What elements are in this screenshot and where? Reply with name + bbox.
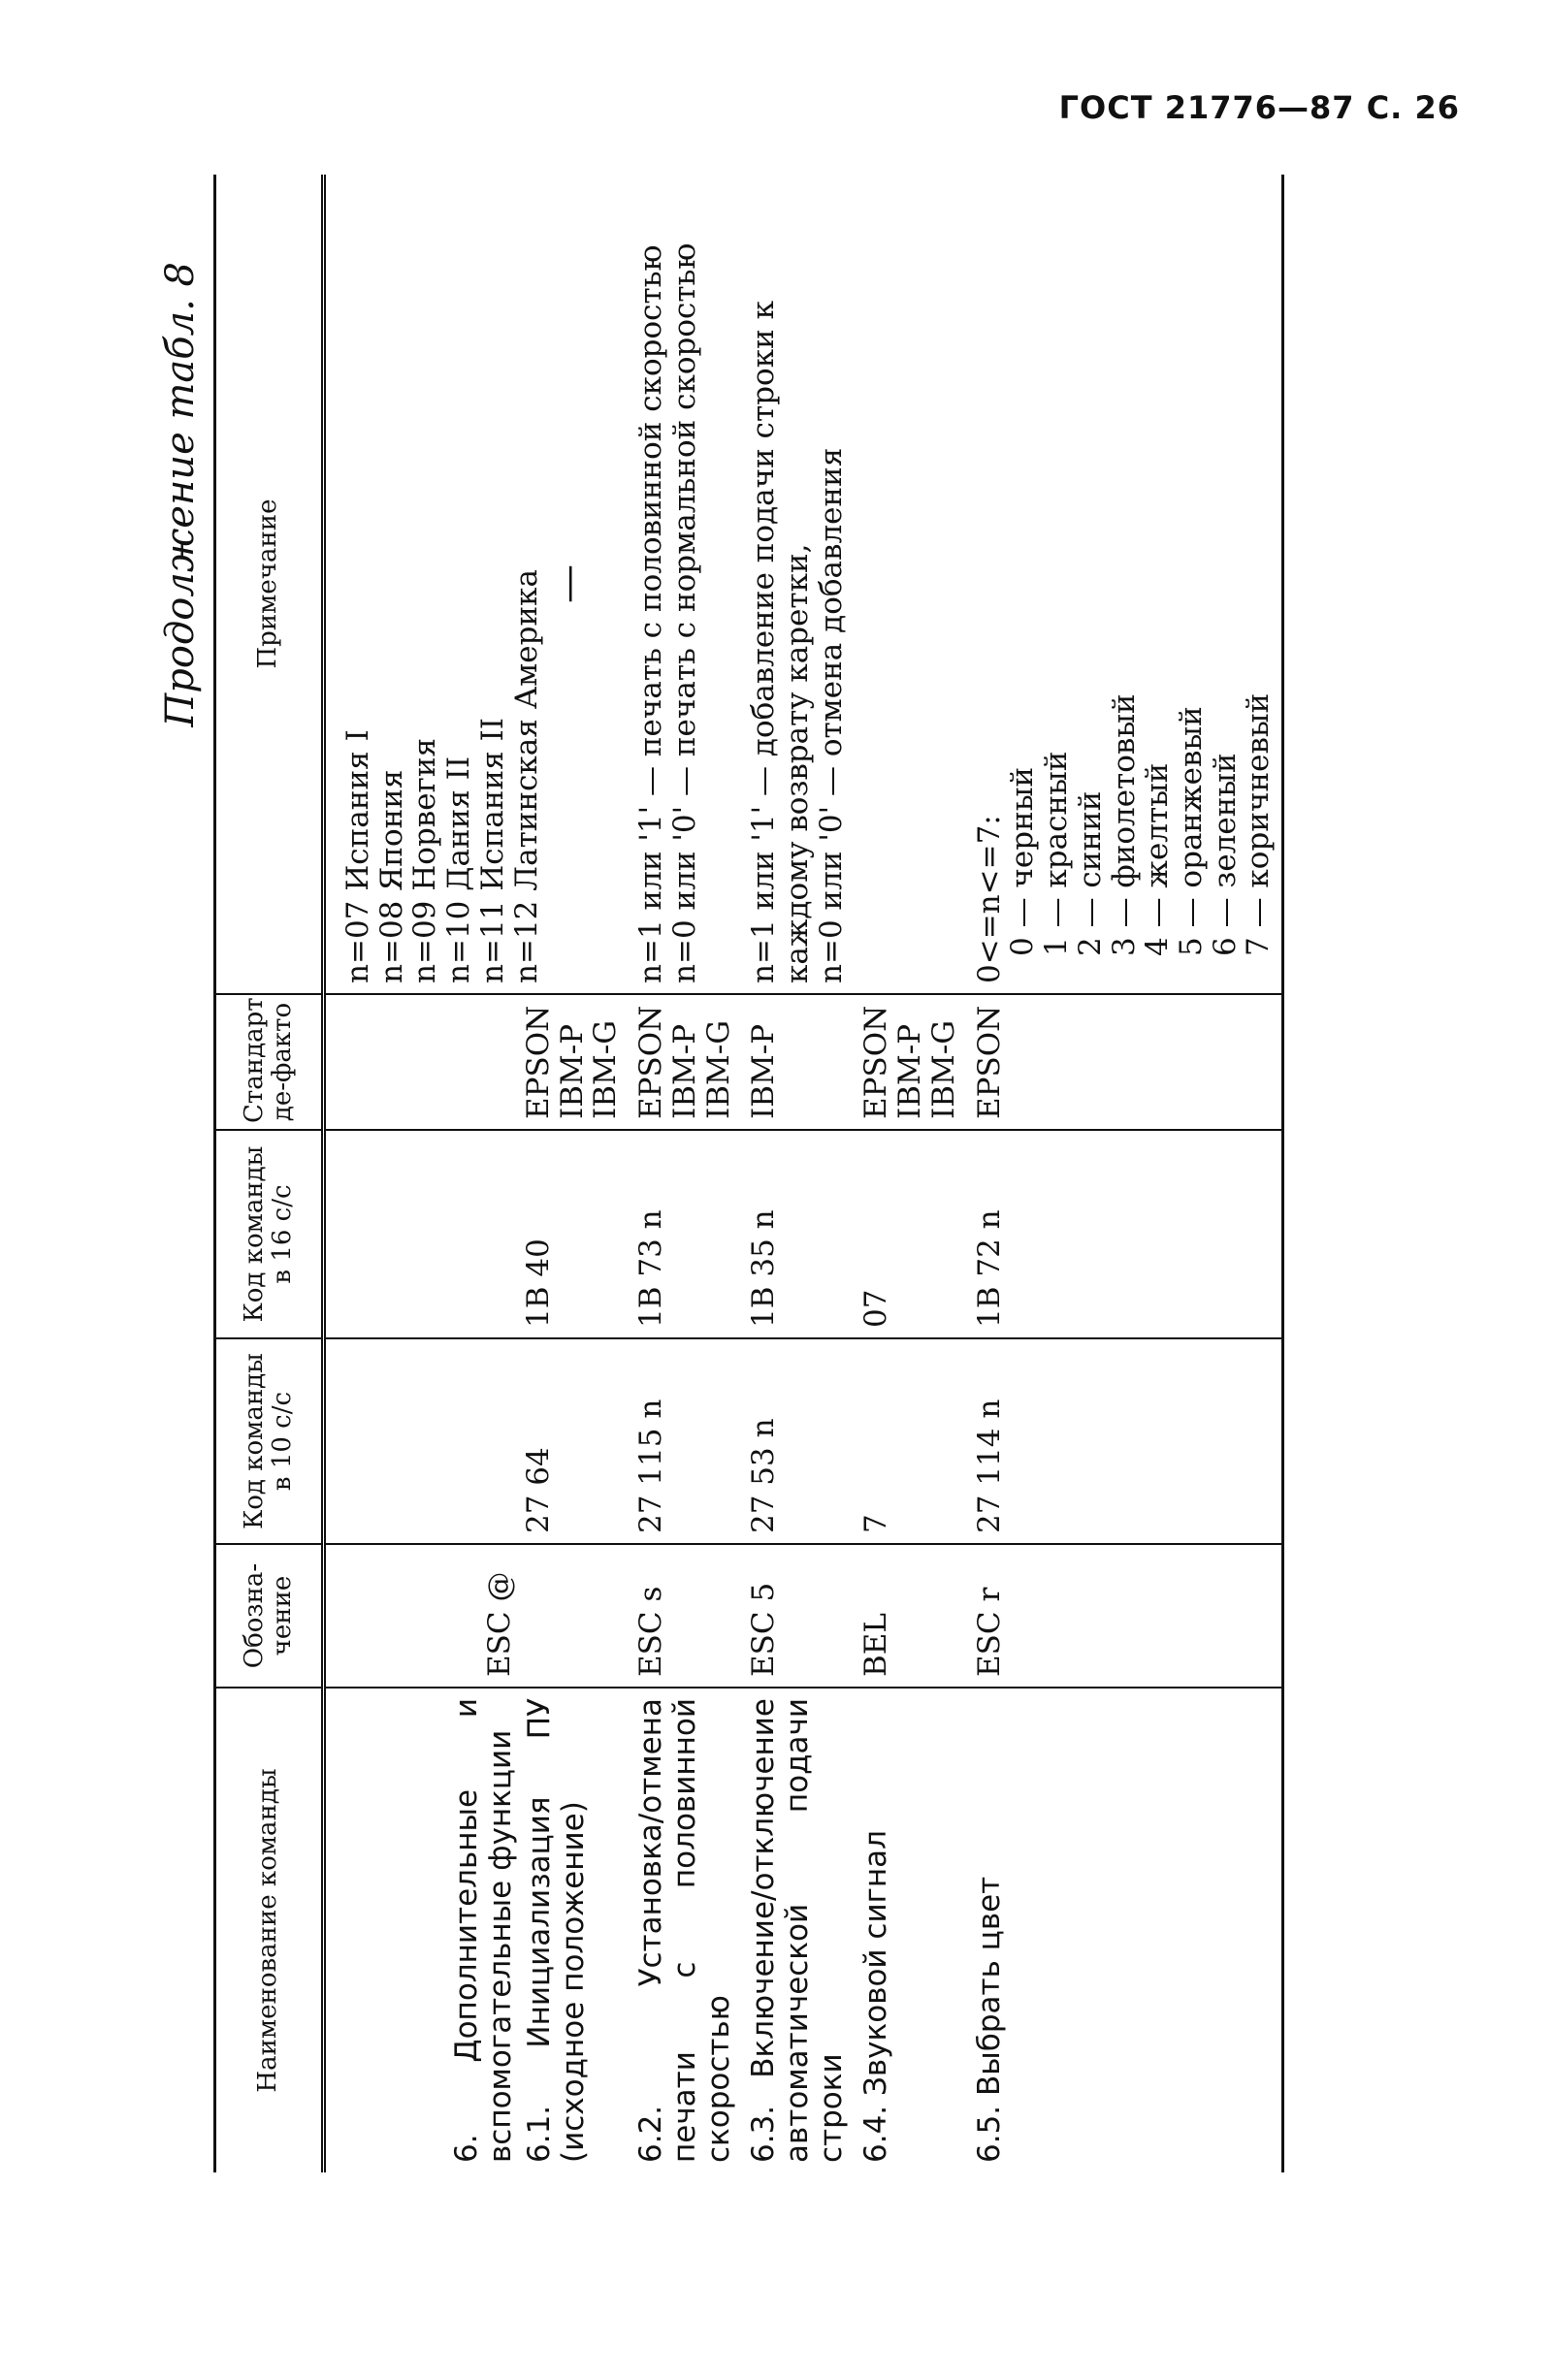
col-header-name: Наименование команды — [253, 1768, 283, 2093]
color-line: 1 — красный — [1039, 751, 1075, 956]
row-hex: 07 — [858, 1289, 894, 1328]
table-row — [324, 175, 630, 2172]
row-standard: IBM-G — [700, 1019, 736, 1119]
row-standard: EPSON — [521, 1005, 556, 1119]
row-standard: IBM-P — [666, 1023, 702, 1119]
cell-name — [741, 1688, 854, 2172]
row-designation: ESC @ — [482, 1571, 517, 1677]
row-note: — — [546, 564, 592, 603]
note-line: n=1 или '1' — добавление подачи строки к каждому возврату каретки, — [746, 301, 816, 983]
row-dec: 27 115 n — [633, 1399, 669, 1533]
col-header-note: Примечание — [215, 175, 324, 994]
cell-standard — [629, 994, 741, 1130]
cell-standard — [324, 994, 630, 1130]
color-line: 6 — зеленый — [1207, 753, 1243, 956]
row-name: 6.5. Выбрать цвет — [971, 1876, 1007, 2163]
color-line: 5 — оранжевый — [1173, 706, 1209, 956]
row-dec: 27 64 — [521, 1447, 556, 1533]
row-hex: 1B 72 n — [971, 1209, 1007, 1328]
cell-note — [967, 175, 1283, 994]
cell-name — [324, 1688, 630, 2172]
note-line: n=08 Япония — [373, 769, 409, 983]
table-continuation-caption: Продолжение табл. 8 — [158, 262, 203, 727]
commands-table — [213, 175, 1284, 2172]
row-standard: EPSON — [971, 1005, 1007, 1119]
col-header-standard: Стандарт де-факто — [215, 994, 324, 1130]
cell-designation — [324, 1544, 630, 1688]
row-standard: IBM-P — [554, 1023, 590, 1119]
section-heading: 6. Дополнительные и вспомогательные функции — [449, 1698, 518, 2163]
cell-note — [854, 175, 966, 994]
cell-name — [854, 1688, 966, 2172]
note-line: n=12 Латинская Америка — [508, 569, 544, 983]
row-designation: ESC 5 — [746, 1582, 782, 1677]
row-standard: IBM-G — [588, 1019, 624, 1119]
cell-hex — [967, 1130, 1283, 1338]
cell-hex — [741, 1130, 854, 1338]
row-name: 6.4. Звуковой сигнал — [858, 1830, 894, 2163]
row-designation: BEL — [858, 1613, 894, 1677]
note-line: n=10 Дания II — [441, 756, 477, 983]
note-line: n=0 или '0' — печать с нормальной скоростью — [666, 242, 702, 983]
cell-name — [629, 1688, 741, 2172]
note-head: 0<=n<=7: — [971, 815, 1007, 983]
table-row — [854, 175, 966, 2172]
table-row — [741, 175, 854, 2172]
row-hex: 1B 35 n — [746, 1209, 782, 1328]
cell-name — [967, 1688, 1283, 2172]
color-line: 2 — синий — [1072, 790, 1108, 956]
row-name: 6.3. Включение/отключение автоматической подачи строки — [746, 1698, 849, 2163]
row-designation: ESC s — [633, 1586, 669, 1677]
top-notes — [332, 184, 543, 983]
cell-designation — [967, 1544, 1283, 1688]
cell-dec — [629, 1338, 741, 1544]
note-line: n=07 Испания I — [340, 729, 375, 983]
cell-dec — [741, 1338, 854, 1544]
col-header-hex: Код команды в 16 с/с — [215, 1130, 324, 1338]
row-dec: 27 53 n — [746, 1418, 782, 1533]
color-line: 3 — фиолетовый — [1106, 693, 1142, 956]
cell-designation — [741, 1544, 854, 1688]
note-line: n=11 Испания II — [474, 717, 510, 983]
row-standard: EPSON — [858, 1005, 894, 1119]
page-header: ГОСТ 21776—87 С. 26 — [1058, 89, 1460, 126]
cell-designation — [629, 1544, 741, 1688]
note-line: n=1 или '1' — печать с половинной скоростью — [633, 244, 669, 983]
cell-dec — [324, 1338, 630, 1544]
row-dec: 27 114 n — [971, 1399, 1007, 1533]
row-standard: EPSON — [633, 1005, 669, 1119]
row-standard: IBM-P — [892, 1023, 928, 1119]
color-line: 7 — коричневый — [1241, 692, 1277, 956]
cell-note — [741, 175, 854, 994]
cell-hex — [324, 1130, 630, 1338]
note-line: n=09 Норвегия — [407, 737, 443, 983]
row-hex: 1B 73 n — [633, 1209, 669, 1328]
rotated-table-frame — [144, 175, 1453, 2172]
cell-standard — [741, 994, 854, 1130]
col-header-designation: Обозна-чение — [215, 1544, 324, 1688]
cell-note — [629, 175, 741, 994]
cell-designation — [854, 1544, 966, 1688]
cell-dec — [967, 1338, 1283, 1544]
cell-dec — [854, 1338, 966, 1544]
row-standard: IBM-P — [746, 1023, 782, 1119]
row-name: 6.2. Установка/отмена печати с половинной скоростью — [633, 1698, 736, 2163]
table-row — [967, 175, 1283, 2172]
table-row — [629, 175, 741, 2172]
row-dec: 7 — [858, 1514, 894, 1533]
cell-note — [324, 175, 630, 994]
cell-standard — [967, 994, 1283, 1130]
col-header-dec: Код команды в 10 с/с — [215, 1338, 324, 1544]
row-hex: 1B 40 — [521, 1238, 556, 1328]
note-line: n=0 или '0' — отмена добавления — [813, 447, 849, 983]
table-header-row — [215, 175, 324, 2172]
color-line: 4 — желтый — [1140, 762, 1176, 956]
cell-hex — [854, 1130, 966, 1338]
cell-standard — [854, 994, 966, 1130]
row-name: 6.1. Инициализация ПУ (исходное положение) — [522, 1698, 592, 2163]
cell-hex — [629, 1130, 741, 1338]
color-line: 0 — черный — [1005, 766, 1041, 956]
row-standard: IBM-G — [925, 1019, 961, 1119]
row-designation: ESC r — [971, 1587, 1007, 1677]
